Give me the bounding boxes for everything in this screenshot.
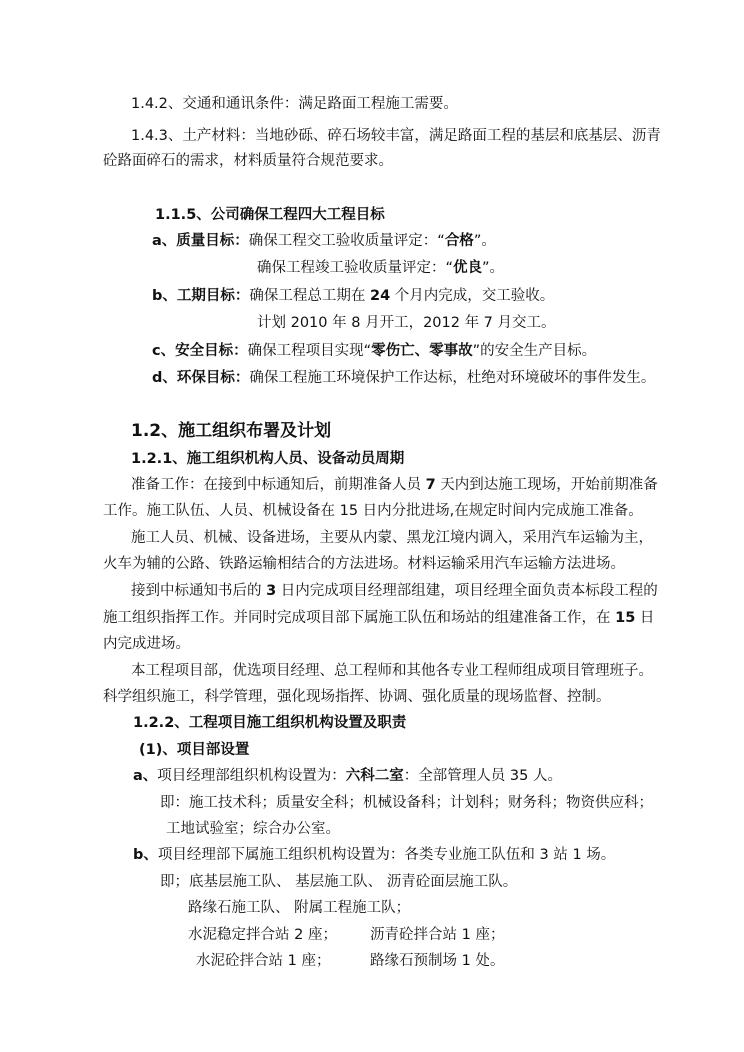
para-entry-line1 [131,528,653,548]
text: 确保工程竣工验收质量评定：“ [257,260,454,276]
para-team-line1 [131,661,653,681]
goal-schedule-1 [152,286,554,306]
goal-quality-1 [152,231,496,251]
text: 确保工程项目实现“ [247,343,372,359]
goal-label: d、环保目标： [152,370,250,386]
text: 个月内完成，交工验收。 [390,288,555,304]
text: 1.2.2、工程项目施工组织机构设置及职责 [133,715,407,731]
item-b-list-line3-left [188,925,337,945]
text: 确保工程交工验收质量评定：“ [248,233,445,249]
text: 项目经理部组织机构设置为： [157,768,346,784]
text: 工作。施工队伍、人员、机械设备在 15 日内分批进场,在规定时间内完成施工准备。 [103,503,643,519]
item-b-list-line4-left [196,951,330,971]
text: 1.4.3、土产材料：当地砂砾、碎石场较丰富，满足路面工程的基层和底基层、沥青 [131,128,661,144]
emphasis: 六科二室 [345,768,404,784]
emphasis: 合格 [444,233,474,249]
text: 1.2、施工组织布署及计划 [131,421,332,441]
text: ”。 [473,233,496,249]
text: 砼路面碎石的需求，材料质量符合规范要求。 [103,153,393,169]
text: 确保工程施工环境保护工作达标，杜绝对环境破坏的事件发生。 [249,370,656,386]
goal-label: b、工期目标： [152,288,250,304]
text: 水泥砼拌合站 1 座； [196,953,331,969]
para-materials-line1 [131,126,661,146]
goal-label: a、质量目标： [152,233,249,249]
emphasis: 24 [370,288,391,304]
text: 计划 2010 年 8 月开工，2012 年 7 月交工。 [257,315,556,331]
text: (1)、项目部设置 [139,742,250,758]
goal-label: c、安全目标： [152,343,248,359]
subsection-heading-1-2-1 [131,449,404,469]
text: 日 [635,610,655,626]
para-materials-line2 [103,151,393,171]
text: 本工程项目部，优选项目经理、总工程师和其他各专业工程师组成项目管理班子。 [131,663,653,679]
para-setup-line2 [103,608,654,628]
text: 水泥稳定拌合站 2 座； [188,927,337,943]
goals-heading [155,205,385,225]
para-traffic [131,94,458,114]
text: 天内到达施工现场，开始前期准备 [435,477,658,493]
item-label: b、 [133,847,158,863]
text: 火车为辅的公路、铁路运输相结合的方法进场。材料运输采用汽车运输方法进场。 [103,556,625,572]
text: 1.1.5、公司确保工程四大工程目标 [155,207,385,223]
item-b-list-line2 [188,898,410,918]
text: 内完成进场。 [103,636,190,652]
goal-schedule-2 [257,313,556,333]
text: ”的安全生产目标。 [472,343,597,359]
text: 准备工作：在接到中标通知后，前期准备人员 [131,477,426,493]
subsection-heading-1-2-2 [133,713,406,733]
item-label: a、 [133,768,158,784]
emphasis: 零伤亡、零事故 [371,343,473,359]
emphasis: 优良 [453,260,483,276]
para-entry-line2 [103,554,625,574]
text: 沥青砼拌合站 1 座； [370,927,505,943]
item-b-list-line4-right [370,951,504,971]
item-a-list-line1 [160,793,653,813]
item-a-list-line2 [166,819,340,839]
item-b-list-line1 [160,872,517,892]
para-setup-line3 [103,634,190,654]
text: 施工人员、机械、设备进场，主要从内蒙、黑龙江境内调入，采用汽车运输为主， [131,530,653,546]
item-b-list-line3-right [370,925,504,945]
text: 施工组织指挥工作。并同时完成项目部下属施工队伍和场站的组建准备工作，在 [103,610,616,626]
text: 即；底基层施工队、 基层施工队、 沥青砼面层施工队。 [160,874,518,890]
text: 路缘石施工队、 附属工程施工队； [188,900,411,916]
text: 工地试验室；综合办公室。 [166,821,340,837]
para-setup-line1 [131,581,658,601]
item-a [133,766,562,786]
emphasis: 7 [425,477,436,493]
text: 日内完成项目经理部组建，项目经理全面负责本标段工程的 [276,583,658,599]
text: 项目经理部下属施工组织机构设置为：各类专业施工队伍和 3 站 1 场。 [157,847,616,863]
para-prep-line2 [103,501,643,521]
text: 接到中标通知书后的 [131,583,267,599]
text: ：全部管理人员 35 人。 [403,768,562,784]
text: 1.4.2、交通和通讯条件：满足路面工程施工需要。 [131,96,458,112]
text: 确保工程总工期在 [249,288,370,304]
goal-quality-2 [257,258,504,278]
subsection-heading-project-dept [139,740,249,760]
item-b [133,845,615,865]
goal-environment [152,368,655,388]
emphasis: 15 [615,610,636,626]
text: 即：施工技术科；质量安全科；机械设备科；计划科；财务科；物资供应科； [160,795,653,811]
text: 路缘石预制场 1 处。 [370,953,505,969]
text: ”。 [482,260,505,276]
text: 1.2.1、施工组织机构人员、设备动员周期 [131,451,405,467]
para-prep-line1 [131,475,658,495]
section-heading-1-2 [131,421,331,441]
para-team-line2 [103,687,611,707]
text: 科学组织施工，科学管理，强化现场指挥、协调、强化质量的现场监督、控制。 [103,689,611,705]
goal-safety [152,341,596,361]
emphasis: 3 [266,583,277,599]
